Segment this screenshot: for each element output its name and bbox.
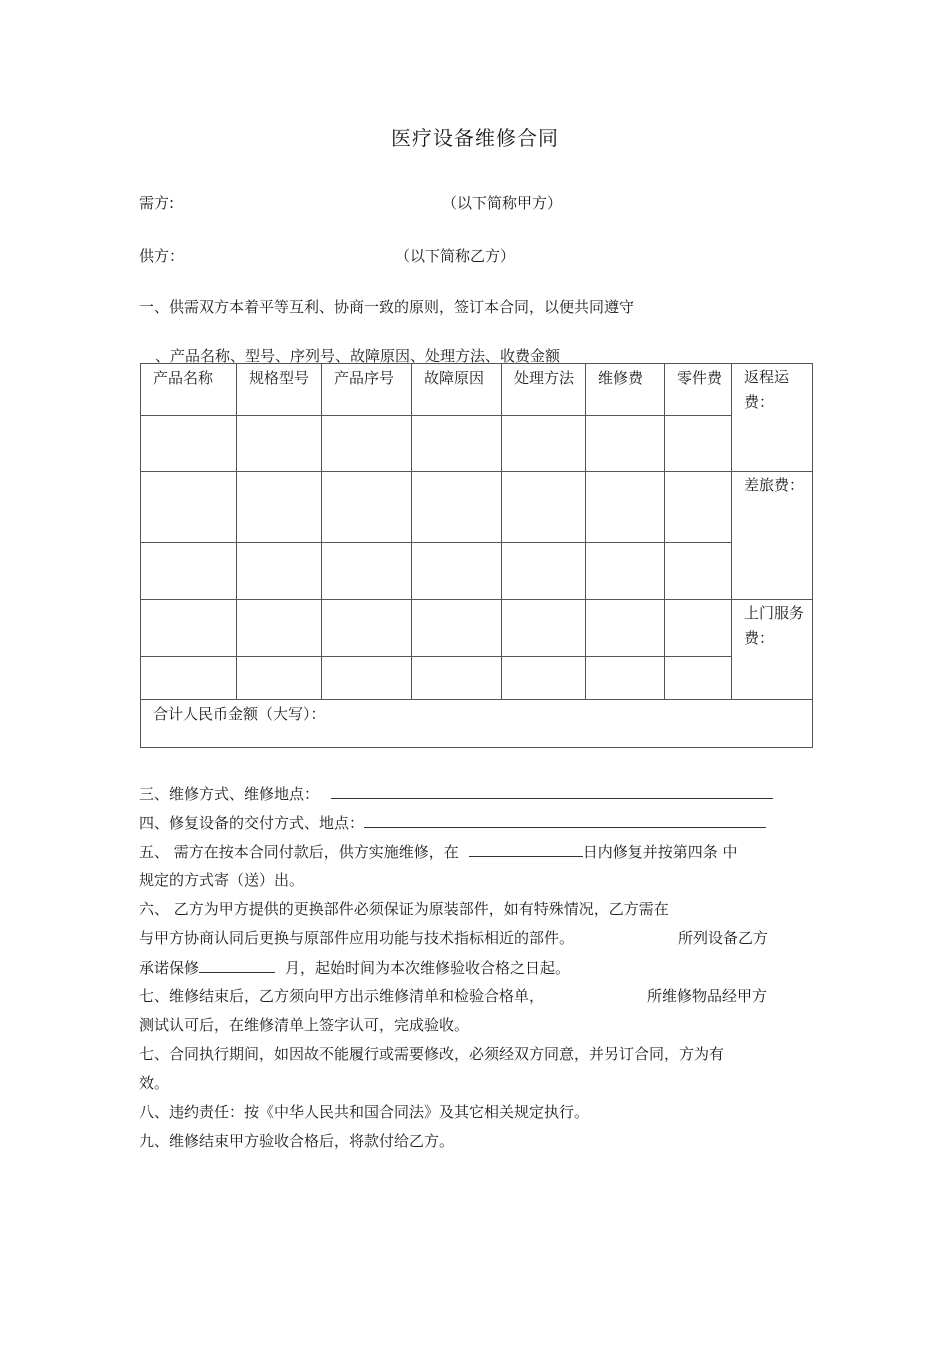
clause-7b: 七、合同执行期间，如因故不能履行或需要修改，必须经双方同意，并另订合同，方为有	[139, 1045, 725, 1063]
clause-2-heading: 、产品名称、型号、序列号、故障原因、处理方法、收费金额	[155, 347, 561, 365]
clause-6-line2-tail: 所列设备乙方	[678, 929, 769, 947]
location-blank[interactable]	[331, 782, 773, 799]
header-parts-fee: 零件费	[665, 364, 732, 416]
header-spec-model: 规格型号	[237, 364, 322, 416]
table-row	[141, 543, 813, 600]
clause-5: 五、 需方在按本合同付款后，供方实施维修，在 日内修复并按第四条 中	[139, 840, 738, 862]
delivery-blank[interactable]	[364, 811, 766, 828]
clause-7-tail: 所维修物品经甲方	[647, 987, 768, 1005]
table-row	[141, 657, 813, 700]
repair-days-blank[interactable]	[469, 840, 583, 857]
clause-4: 四、修复设备的交付方式、地点：	[139, 811, 766, 833]
clause-7: 七、维修结束后，乙方须向甲方出示维修清单和检验合格单，	[139, 987, 545, 1005]
clause-6: 六、 乙方为甲方提供的更换部件必须保证为原装部件，如有特殊情况，乙方需在	[139, 900, 669, 918]
clause-8: 八、违约责任：按《中华人民共和国合同法》及其它相关规定执行。	[139, 1103, 590, 1121]
header-handling-method: 处理方法	[502, 364, 586, 416]
table-total-row	[141, 700, 813, 748]
onsite-service-fee-cell: 上门服务费：	[732, 600, 813, 700]
table-row	[141, 472, 813, 543]
clause-1: 一、供需双方本着平等互利、协商一致的原则，签订本合同，以便共同遵守	[139, 298, 635, 316]
clause-9: 九、维修结束甲方验收合格后，将款付给乙方。	[139, 1132, 455, 1150]
table-row	[141, 600, 813, 657]
supply-party-note: （以下简称乙方）	[395, 247, 516, 265]
return-shipping-fee-cell: 返程运费：	[732, 364, 813, 472]
table-header-row	[141, 364, 813, 416]
table-row	[141, 416, 813, 472]
clause-6-line3: 承诺保修 月，起始时间为本次维修验收合格之日起。	[139, 956, 570, 978]
header-product-name: 产品名称	[141, 364, 237, 416]
supply-party-label: 供方：	[139, 247, 185, 265]
header-serial-no: 产品序号	[322, 364, 412, 416]
demand-party-label: 需方:	[139, 194, 175, 212]
total-amount-label: 合计人民币金额（大写）：	[141, 700, 813, 748]
clause-6-line2: 与甲方协商认同后更换与原部件应用功能与技术指标相近的部件。	[139, 929, 575, 947]
clause-7-line2: 测试认可后，在维修清单上签字认可，完成验收。	[139, 1016, 470, 1034]
header-fault-cause: 故障原因	[412, 364, 502, 416]
clause-5-cont: 规定的方式寄（送）出。	[139, 871, 305, 889]
header-repair-fee: 维修费	[586, 364, 665, 416]
clause-7b-line2: 效。	[139, 1074, 170, 1092]
demand-party-note: （以下简称甲方）	[442, 194, 563, 212]
page-title: 医疗设备维修合同	[391, 126, 559, 150]
clause-3: 三、维修方式、维修地点：	[139, 782, 773, 804]
repair-items-table	[140, 363, 813, 748]
warranty-months-blank[interactable]	[199, 956, 275, 973]
travel-fee-cell: 差旅费：	[732, 472, 813, 600]
